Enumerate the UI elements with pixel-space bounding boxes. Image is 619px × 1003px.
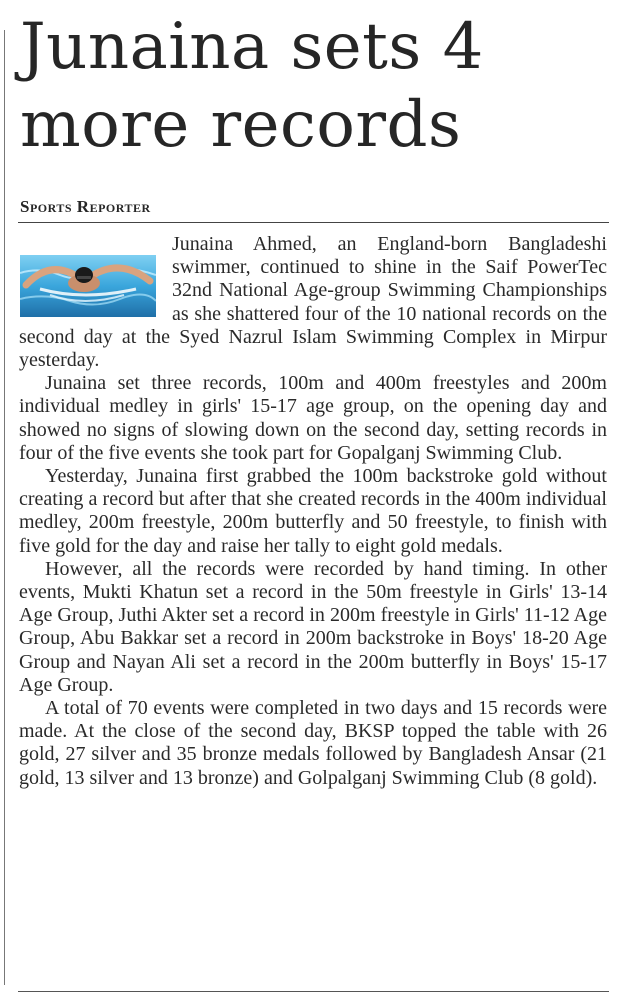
article-paragraph-3: Yesterday, Junaina first grabbed the 100m backstroke gold without creating a record but after that she created records in the 400m individual medley, 200m freestyle, 200m butterfly and 50 freestyle, to finish with five gold for the day and raise her tally to eight gold medals. [19,465,607,557]
bottom-rule [18,991,609,992]
byline-rule [18,222,609,223]
article-paragraph-2: Junaina set three records, 100m and 400m freestyles and 200m individual medley in girls' 15-17 age group, on the opening day and showed no signs of slowing down on the second day, setting records in four of the five events she took part for Gopalganj Swimming Club. [19,372,607,464]
column-left-rule [4,30,5,985]
swimmer-butterfly-photo [20,255,156,317]
article-paragraph-5: A total of 70 events were completed in two days and 15 records were made. At the close of the second day, BKSP topped the table with 26 gold, 27 silver and 35 bronze medals followed by Bangladesh Ansar (21 gold, 13 silver and 13 bronze) and Golpalganj Swimming Club (8 gold). [19,697,607,789]
headline: Junaina sets 4 more records [20,10,484,162]
article-body [19,233,607,790]
byline: Sports Reporter [20,197,151,216]
article-paragraph-4: However, all the records were recorded by hand timing. In other events, Mukti Khatun set a record in the 50m freestyle in Girls' 13-14 Age Group, Juthi Akter set a record in 200m freestyle in Girls' 11-12 Age Group, Abu Bakkar set a record in 200m backstroke in Boys' 18-20 Age Group and Nayan Ali set a record in the 200m butterfly in Boys' 15-17 Age Group. [19,557,607,696]
article-paragraph-1: Junaina Ahmed, an England-born Bangladeshi swimmer, continued to shine in the Saif PowerTec 32nd National Age-group Swimming Championships as she shattered four of the 10 national records on the second day at the Syed Nazrul Islam Swimming Complex in Mirpur yesterday. [19,233,607,372]
